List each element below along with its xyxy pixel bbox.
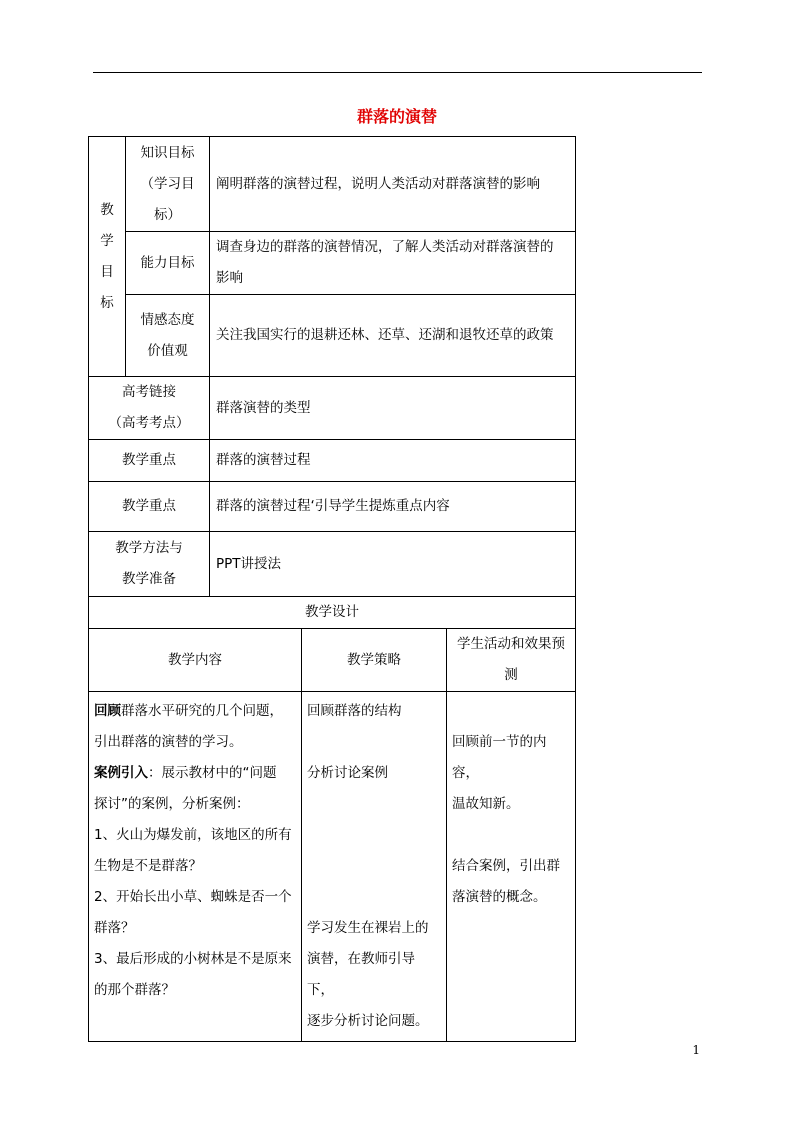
strategy-column-header: 教学策略 — [302, 629, 447, 692]
content-column-header: 教学内容 — [89, 629, 302, 692]
activity-column-header: 学生活动和效果预 测 — [447, 629, 576, 692]
key-point-row — [89, 440, 576, 482]
ability-goal-text: 调查身边的群落的演替情况，了解人类活动对群落演替的 影响 — [210, 232, 576, 295]
knowledge-goal-label: 知识目标 （学习目 标） — [126, 137, 210, 232]
key-point-text: 群落的演替过程 — [210, 440, 576, 482]
exam-link-row — [89, 377, 576, 440]
key-point-label: 教学重点 — [89, 440, 210, 482]
strategy-cell: 回顾群落的结构 分析讨论案例 学习发生在裸岩上的 演替，在教师引导下， 逐步分析讨论问题。 — [302, 692, 447, 1042]
key-point-2-label: 教学重点 — [89, 482, 210, 532]
design-content-row — [89, 692, 576, 1042]
method-label: 教学方法与 教学准备 — [89, 532, 210, 597]
case-line: 案例引入：展示教材中的“问题 — [94, 765, 277, 781]
activity-cell: 回顾前一节的内容， 温故知新。 结合案例，引出群 落演替的概念。 — [447, 692, 576, 1042]
page-title: 群落的演替 — [356, 107, 437, 126]
emotion-goal-label: 情感态度 价值观 — [126, 295, 210, 377]
exam-link-text: 群落演替的类型 — [210, 377, 576, 440]
ability-goal-label: 能力目标 — [126, 232, 210, 295]
method-text: PPT讲授法 — [210, 532, 576, 597]
lesson-plan-table — [88, 136, 576, 1042]
emotion-goal-text: 关注我国实行的退耕还林、还草、还湖和退牧还草的政策 — [210, 295, 576, 377]
exam-link-label: 高考链接 （高考考点） — [89, 377, 210, 440]
goals-vertical-label: 教 学 目 标 — [89, 137, 126, 377]
design-columns-row — [89, 629, 576, 692]
design-header: 教学设计 — [89, 597, 576, 629]
knowledge-goal-text: 阐明群落的演替过程，说明人类活动对群落演替的影响 — [210, 137, 576, 232]
header-rule — [93, 72, 702, 73]
content-cell: 回顾群落水平研究的几个问题， 引出群落的演替的学习。 案例引入：展示教材中的“问题 探讨”的案例，分析案例： 1、火山为爆发前，该地区的所有 生物是不是群落？ 2、开始长出小草、蜘蛛是否一个 群落？ 3、最后形成的小树林是不是原来 的那个群落？ — [89, 692, 302, 1042]
method-row — [89, 532, 576, 597]
key-point-2-row — [89, 482, 576, 532]
page-number: 1 — [692, 1043, 700, 1057]
review-line: 回顾群落水平研究的几个问题， — [94, 703, 283, 719]
emotion-goal-row — [89, 295, 576, 377]
knowledge-goal-row — [89, 137, 576, 232]
ability-goal-row — [89, 232, 576, 295]
design-header-row — [89, 597, 576, 629]
key-point-2-text: 群落的演替过程‘引导学生提炼重点内容 — [210, 482, 576, 532]
